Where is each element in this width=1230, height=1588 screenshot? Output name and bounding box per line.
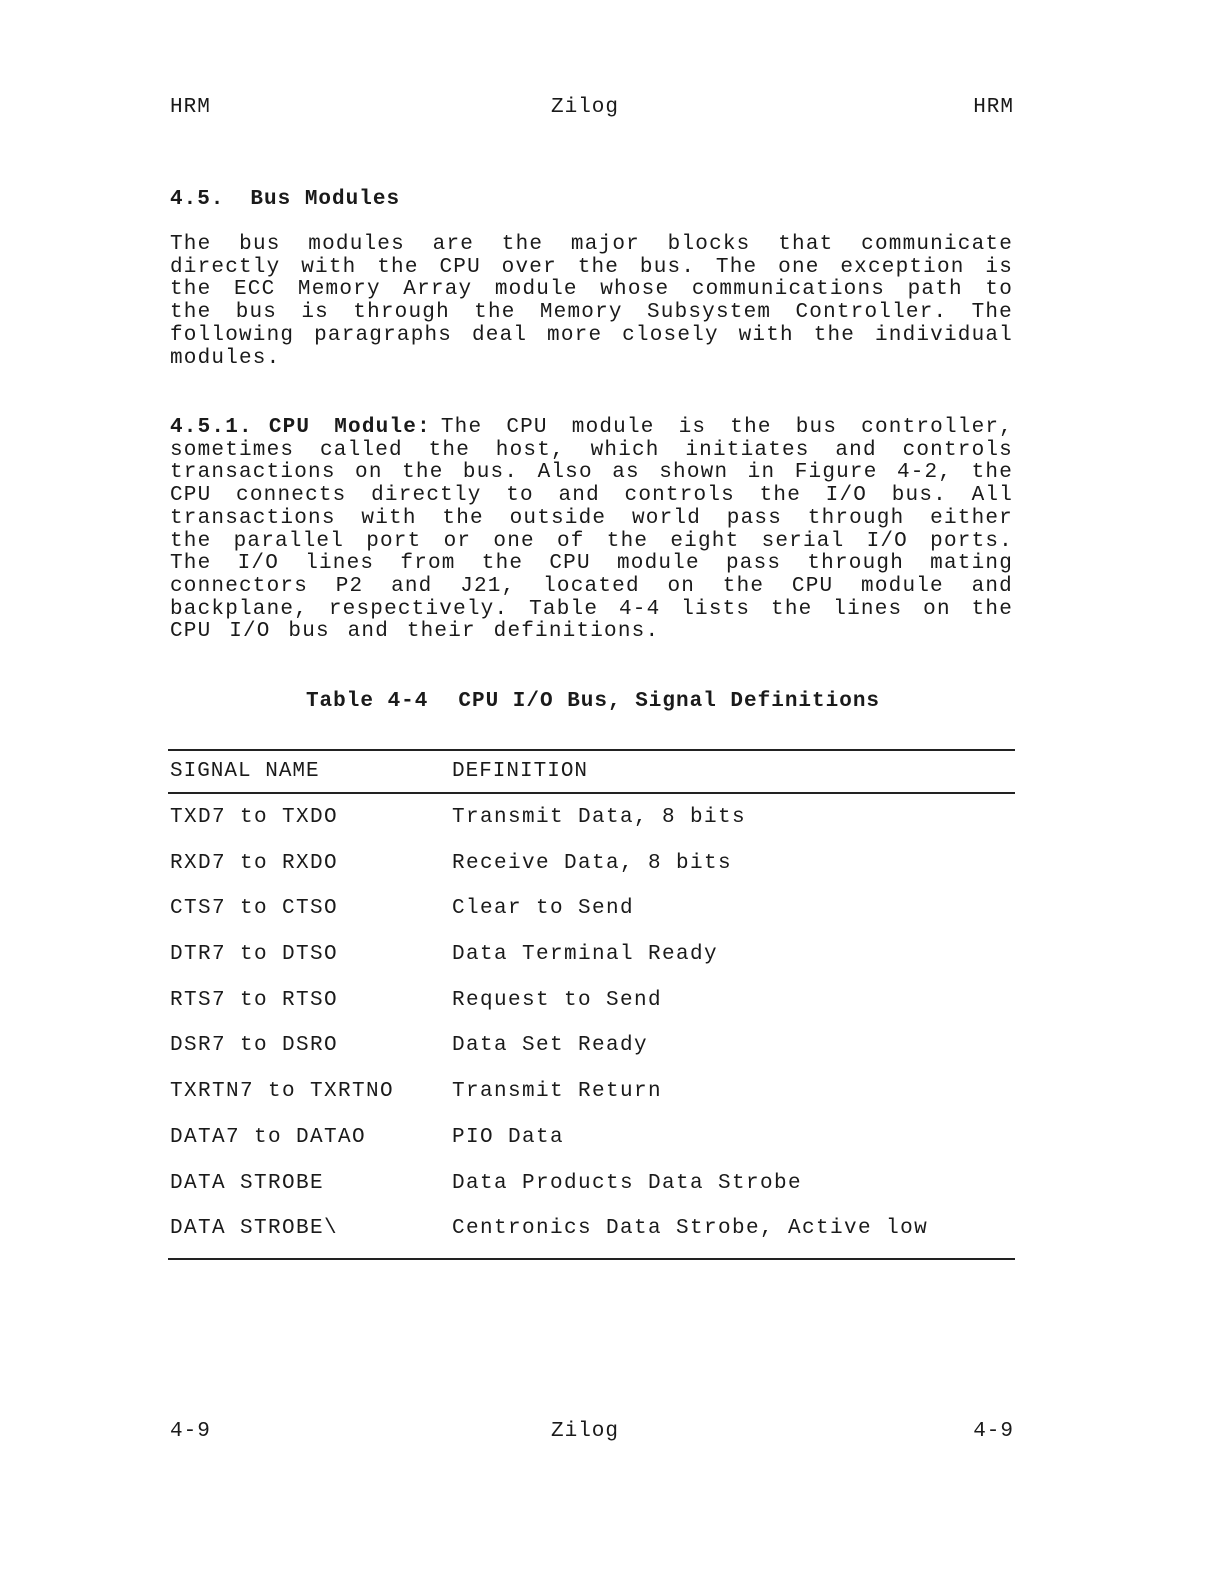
header-center: Zilog (550, 96, 619, 119)
table-row (170, 852, 1013, 898)
signal-name-cell: DTR7 to DTSO (170, 943, 339, 967)
table-bottom-rule (168, 1258, 1015, 1260)
subsection-text: The CPU module is the bus controller, sometimes called the host, which initiates and controls transactions on the bus. Also as shown in Figure 4-2, the CPU connects directly to and controls the I/O bus. All transactions with the outside world pass through either the parallel port or one of the eight serial I/O ports. The I/O lines from the CPU module pass through mating connectors P2 and J21, located on the CPU module and backplane, respectively. Table 4-4 lists the lines on the CPU I/O bus and their definitions. (170, 416, 1013, 644)
signal-name-cell: RXD7 to RXDO (170, 851, 339, 875)
definition-cell: Centronics Data Strobe, Active low (452, 1217, 929, 1241)
header-left: HRM (170, 96, 211, 119)
definition-cell: PIO Data (452, 1125, 565, 1149)
footer-left: 4-9 (170, 1420, 211, 1443)
signal-name-cell: DATA STROBE\ (170, 1217, 339, 1241)
definition-cell: Transmit Return (452, 1080, 663, 1104)
section-number: 4.5. (170, 188, 225, 211)
definition-cell: Data Set Ready (452, 1034, 649, 1058)
table-header-signal-name: SIGNAL NAME (170, 760, 320, 783)
definition-cell: Data Products Data Strobe (452, 1171, 803, 1195)
header-right: HRM (973, 96, 1014, 119)
signal-name-cell: DATA STROBE (170, 1171, 325, 1195)
table-header-definition: DEFINITION (452, 760, 589, 783)
table-number: Table 4-4 (305, 690, 429, 713)
section-paragraph: The bus modules are the major blocks that communicate directly with the CPU over the bus. The one exception is the ECC Memory Array module whose communications path to the bus is through the Memory Subsystem Controller. The following paragraphs deal more closely with the individual modules. (170, 233, 1013, 370)
subsection-cpu-module (170, 417, 1013, 644)
table-row (170, 806, 1013, 852)
table-body (170, 806, 1013, 1263)
signal-name-cell: DATA7 to DATAO (170, 1125, 367, 1149)
table-row (170, 943, 1013, 989)
table-title: CPU I/O Bus, Signal Definitions (458, 690, 881, 713)
footer-right: 4-9 (973, 1420, 1014, 1443)
table-top-rule (168, 749, 1015, 751)
section-heading (170, 188, 1013, 211)
definition-cell: Data Terminal Ready (452, 943, 719, 967)
table-row (170, 989, 1013, 1035)
section-title: Bus Modules (250, 188, 401, 211)
definition-cell: Transmit Data, 8 bits (452, 806, 747, 829)
table-row (170, 1217, 1013, 1263)
footer-center: Zilog (550, 1420, 619, 1443)
table-header-rule (168, 792, 1015, 794)
subsection-heading (170, 416, 431, 439)
table-caption (0, 690, 1186, 713)
signal-name-cell: TXRTN7 to TXRTNO (170, 1080, 395, 1104)
signal-name-cell: TXD7 to TXDO (170, 806, 339, 829)
table-row (170, 1080, 1013, 1126)
table-row (170, 1126, 1013, 1172)
signal-name-cell: CTS7 to CTSO (170, 897, 339, 921)
table-row (170, 1172, 1013, 1218)
definition-cell: Clear to Send (452, 897, 635, 921)
section-bus-modules (170, 188, 1013, 370)
signal-name-cell: RTS7 to RTSO (170, 988, 339, 1012)
definition-cell: Request to Send (452, 988, 663, 1012)
subsection-paragraph (170, 417, 1013, 644)
subsection-title: CPU Module: (268, 416, 431, 439)
table-row (170, 1034, 1013, 1080)
definition-cell: Receive Data, 8 bits (452, 851, 733, 875)
table-row (170, 897, 1013, 943)
signal-name-cell: DSR7 to DSRO (170, 1034, 339, 1058)
subsection-number: 4.5.1. (170, 416, 253, 439)
